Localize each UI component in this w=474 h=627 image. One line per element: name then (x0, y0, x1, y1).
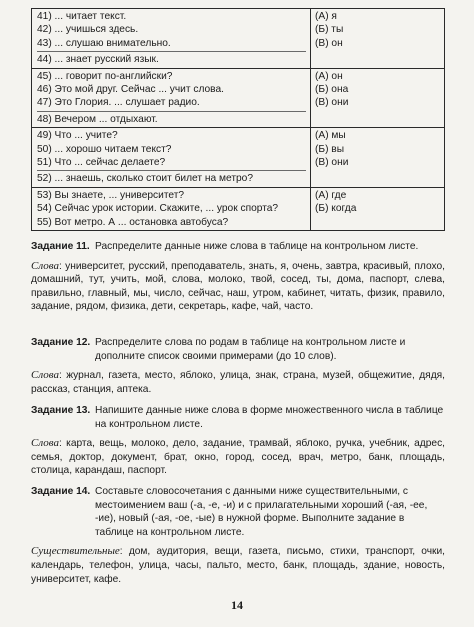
task-number: Задание 11. (31, 241, 90, 252)
question-line: 51) Что ... сейчас делаете? (37, 157, 166, 169)
option-line: (А) я (315, 11, 337, 22)
questions-cell (32, 68, 311, 128)
option-line: (В) он (315, 37, 343, 49)
option-line: (Б) когда (315, 203, 357, 215)
task-number: Задание 12. (31, 337, 91, 348)
task-instruction: Напишите данные ниже слова в форме множественного числа в таблице на контрольном листе. (95, 405, 444, 430)
question-line: 41) ... читает текст. (37, 11, 127, 22)
option-line: (В) они (315, 97, 349, 109)
word-list (31, 437, 445, 478)
option-line: (В) они (315, 157, 349, 169)
table-row (32, 128, 445, 188)
word-list (31, 545, 445, 586)
word-list (31, 260, 445, 314)
question-line: 48) Вечером ... отдыхают. (37, 111, 306, 126)
questions-cell (32, 128, 311, 188)
options-cell (311, 187, 445, 230)
word-list-label: Существительные (31, 545, 120, 558)
question-line: 45) ... говорит по-английски? (37, 70, 173, 82)
question-line: 47) Это Глория. ... слушает радио. (37, 97, 200, 109)
option-line: (Б) вы (315, 143, 345, 155)
word-list (31, 369, 445, 396)
table-row (32, 187, 445, 230)
questions-cell (32, 187, 311, 230)
word-list-text: : университет, русский, преподаватель, знать, я, очень, завтра, красивый, плохо, домашний, тут, учить, мой, слова, молоко, твой, сосед, ты, дома, паспорт, слева, правильно, главный, мы, число, сейчас, наш, утром, кабинет, читать, физик, правило, задание, рядом, физика, дети, секретарь, кафе, чай, часто. (31, 260, 445, 313)
question-line: 44) ... знает русский язык. (37, 51, 306, 66)
question-line: 43) ... слушаю внимательно. (37, 37, 171, 49)
table-row (32, 9, 445, 69)
question-line: 53) Вы знаете, ... университет? (37, 189, 185, 201)
word-list-label: Слова (31, 259, 59, 272)
task-13 (31, 404, 445, 478)
task-number: Задание 14. (31, 486, 91, 497)
task-instruction: Распределите слова по родам в таблице на контрольном листе и дополните список своими примерами (до 10 слов). (95, 337, 406, 362)
option-line: (Б) она (315, 84, 349, 96)
option-line: (А) он (315, 70, 343, 82)
word-list-label: Слова (31, 369, 59, 382)
task-12 (31, 336, 445, 396)
question-line: 50) ... хорошо читаем текст? (37, 143, 172, 155)
task-instruction: Распределите данные ниже слова в таблице на контрольном листе. (95, 241, 419, 252)
question-line: 52) ... знаешь, сколько стоит билет на метро? (37, 170, 306, 185)
options-cell (311, 9, 445, 69)
word-list-label: Слова (31, 437, 59, 450)
question-line: 55) Вот метро. А ... остановка автобуса? (37, 216, 229, 228)
question-line: 54) Сейчас урок истории. Скажите, ... урок спорта? (37, 203, 279, 215)
exercise-table (31, 8, 445, 231)
questions-cell (32, 9, 311, 69)
option-line: (А) где (315, 189, 347, 201)
option-line: (Б) ты (315, 24, 344, 36)
word-list-text: : журнал, газета, место, яблоко, улица, знак, страна, музей, общежитие, дядя, рассказ, станция, аптека. (31, 370, 445, 395)
question-line: 42) ... учишься здесь. (37, 24, 139, 36)
task-instruction: Составьте словосочетания с данными ниже существительными, с местоимением ваш (-а, -е, -и) и с прилагательными хороший (-ая, -ее, -ие), новый (-ая, -ое, -ые) в нужной форме. Выполните задание в таблице на контрольном листе. (95, 486, 428, 538)
option-line: (А) мы (315, 130, 346, 142)
word-list-text: : дом, аудитория, вещи, газета, письмо, стихи, транспорт, очки, календарь, телефон, улица, часы, пальто, место, банк, площадь, здание, новость, университет, кафе. (31, 546, 445, 585)
question-line: 46) Это мой друг. Сейчас ... учит слова. (37, 84, 224, 96)
options-cell (311, 128, 445, 188)
task-11 (31, 240, 445, 314)
task-number: Задание 13. (31, 405, 91, 416)
options-cell (311, 68, 445, 128)
task-14 (31, 485, 445, 586)
table-row (32, 68, 445, 128)
question-line: 49) Что ... учите? (37, 130, 118, 142)
word-list-text: : карта, вещь, молоко, дело, задание, трамвай, яблоко, ручка, учебник, адрес, семья, доктор, документ, брат, окно, город, сосед, врач, метро, банк, площадь, столица, карандаш, паспорт. (31, 438, 445, 477)
page-number: 14 (231, 598, 243, 612)
